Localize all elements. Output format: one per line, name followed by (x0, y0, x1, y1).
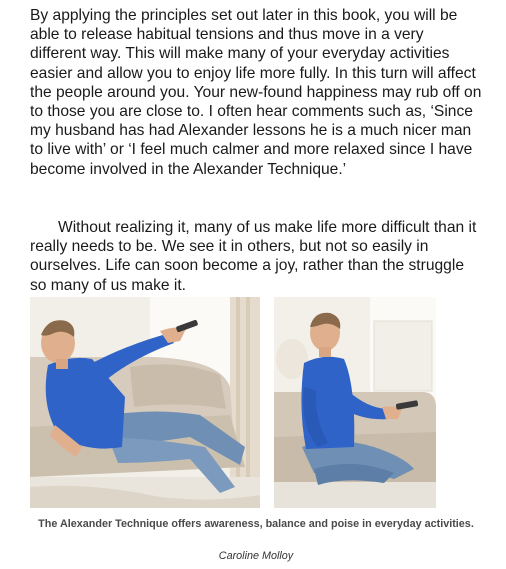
body-paragraph-1: By applying the principles set out later in this book, you will be able to release habitual tensions and thus move in a very different way. This will make many of your everyday activities easier and allow you to enjoy life more fully. In this turn will affect the people around you. Your new-found happiness may rub off on to those you are close to. I often hear comments such as, ‘Since my husband has had Alexander lessons he is a much nicer man to live with’ or ‘I feel much calmer and more relaxed since I have become involved in the Alexander Technique.’ (30, 7, 482, 178)
figure-caption: The Alexander Technique offers awareness, balance and poise in everyday activities. (38, 518, 474, 530)
photo-slouching-man (30, 297, 260, 508)
body-paragraph-2: Without realizing it, many of us make life more difficult than it really needs to be. We see it in others, but not so easily in ourselves. Life can soon become a joy, rather than the struggle so many of us make it. (30, 219, 477, 294)
photo-credit: Caroline Molloy (218, 550, 294, 562)
photo-upright-man (274, 297, 436, 508)
